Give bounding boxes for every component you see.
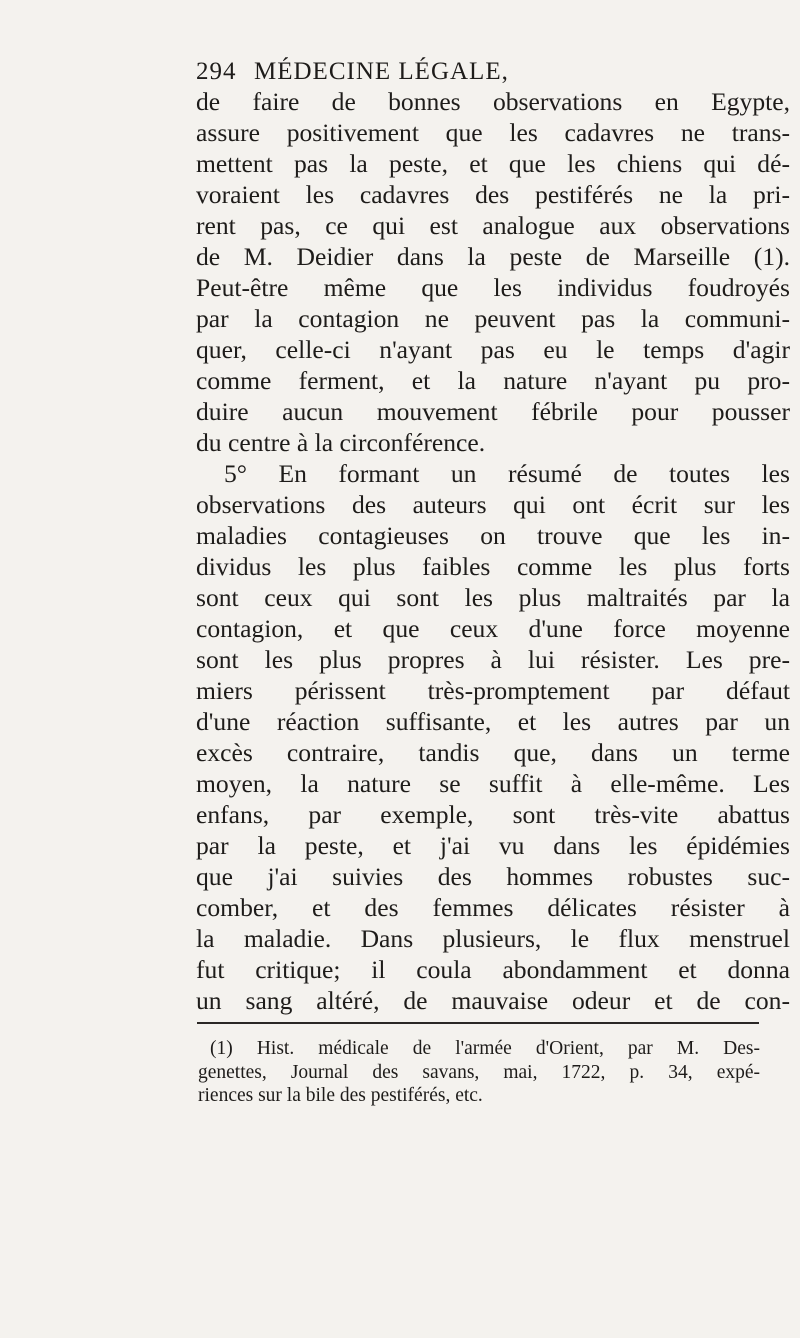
running-head-title: MÉDECINE LÉGALE, <box>254 58 509 85</box>
text-line: un sang altéré, de mauvaise odeur et de con- <box>196 986 790 1015</box>
text-line: sont les plus propres à lui résister. Les pre- <box>196 645 790 674</box>
text-line: miers périssent très-promptement par défaut <box>196 676 790 705</box>
text-line: voraient les cadavres des pestiférés ne la pri- <box>196 180 790 209</box>
text-line: que j'ai suivies des hommes robustes suc- <box>196 862 790 891</box>
text-line: contagion, et que ceux d'une force moyenne <box>196 614 790 643</box>
footnote-rule <box>197 1022 759 1024</box>
text-line: par la peste, et j'ai vu dans les épidémies <box>196 831 790 860</box>
footnote-line: genettes, Journal des savans, mai, 1722, p. 34, expé- <box>198 1061 760 1083</box>
paragraph-start-line: 5° En formant un résumé de toutes les <box>224 459 790 488</box>
text-line: de faire de bonnes observations en Egypte, <box>196 87 790 116</box>
text-line: de M. Deidier dans la peste de Marseille (1). <box>196 242 790 271</box>
text-line: par la contagion ne peuvent pas la communi- <box>196 304 790 333</box>
text-line: comme ferment, et la nature n'ayant pu pro- <box>196 366 790 395</box>
running-head <box>196 58 666 86</box>
text-line: dividus les plus faibles comme les plus forts <box>196 552 790 581</box>
text-line: comber, et des femmes délicates résister à <box>196 893 790 922</box>
text-line: fut critique; il coula abondamment et donna <box>196 955 790 984</box>
text-line: excès contraire, tandis que, dans un terme <box>196 738 790 767</box>
text-line: sont ceux qui sont les plus maltraités par la <box>196 583 790 612</box>
text-line: enfans, par exemple, sont très-vite abattus <box>196 800 790 829</box>
text-line: assure positivement que les cadavres ne trans- <box>196 118 790 147</box>
text-line: mettent pas la peste, et que les chiens qui dé- <box>196 149 790 178</box>
text-line: Peut-être même que les individus foudroyés <box>196 273 790 302</box>
text-line: la maladie. Dans plusieurs, le flux menstruel <box>196 924 790 953</box>
text-line: maladies contagieuses on trouve que les in- <box>196 521 790 550</box>
text-line: observations des auteurs qui ont écrit sur les <box>196 490 790 519</box>
text-line: duire aucun mouvement fébrile pour pousser <box>196 397 790 426</box>
paragraph-end-line: du centre à la circonférence. <box>196 428 486 457</box>
footnote-line: (1) Hist. médicale de l'armée d'Orient, par M. Des- <box>210 1038 760 1059</box>
body-text <box>196 86 790 1016</box>
text-line: rent pas, ce qui est analogue aux observations <box>196 211 790 240</box>
text-line: d'une réaction suffisante, et les autres par un <box>196 707 790 736</box>
footnote <box>198 1037 760 1108</box>
footnote-line: riences sur la bile des pestiférés, etc. <box>198 1085 483 1106</box>
page-number: 294 <box>196 58 237 85</box>
text-line: moyen, la nature se suffit à elle-même. Les <box>196 769 790 798</box>
text-line: quer, celle-ci n'ayant pas eu le temps d'agir <box>196 335 790 364</box>
